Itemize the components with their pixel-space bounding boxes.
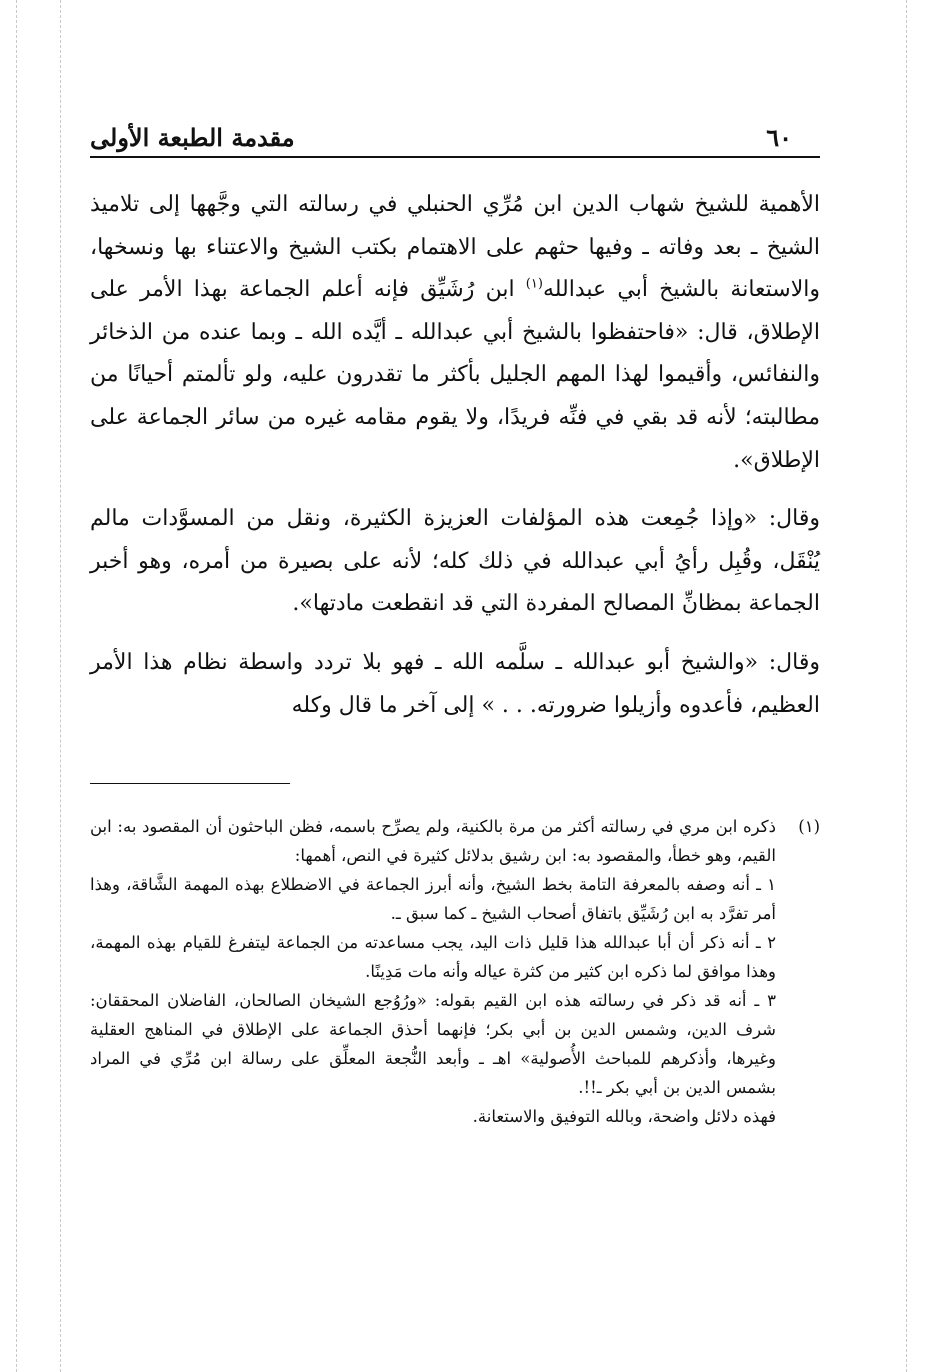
footnote-line: ٣ ـ أنه قد ذكر في رسالته هذه ابن القيم بقوله: «ورُوُجع الشيخان الصالحان، الفاضلان المحققان: شرف الدين، وشمس الدين بن أبي بكر؛ فإنهما أحذق الجماعة على الإطلاق في المناهج العقلية وغيرها، وأذكرهم للمباحث الأُصولية» اهـ ـ وأبعد النُّجعة المعلِّق على رسالة ابن مُرِّي في المراد بشمس الدين بن أبي بكر ـ!!. bbox=[90, 991, 776, 1097]
scan-margin-mark bbox=[906, 0, 907, 1372]
paragraph-text: ابن رُشَيِّق فإنه أعلم الجماعة بهذا الأمر على الإطلاق، قال: «فاحتفظوا بالشيخ أبي عبدالله ـ أيَّده الله ـ وبما عنده من الذخائر والنفائس، وأقيموا لهذا المهم الجليل بأكثر ما تقدرون عليه، ولو تألمتم أحيانًا من مطالبته؛ لأنه قد بقي في فنِّه فريدًا، ولا يقوم مقامه غيره من سائر الجماعة على الإطلاق». bbox=[90, 277, 820, 473]
scan-margin-mark bbox=[60, 0, 61, 1372]
footnotes bbox=[90, 812, 820, 1131]
paragraph: وقال: «وإذا جُمِعت هذه المؤلفات العزيزة الكثيرة، ونقل من المسوَّدات مالم يُنْقَل، وقُبِل رأيُ أبي عبدالله في ذلك كله؛ لأنه على بصيرة من أمره، وهو أخبر الجماعة بمظانِّ المصالح المفردة التي قد انقطعت مادتها». bbox=[90, 506, 820, 617]
footnote-separator bbox=[90, 783, 290, 784]
main-text bbox=[90, 184, 820, 743]
footnote-reference[interactable]: (١) bbox=[525, 276, 543, 292]
paragraph: وقال: «والشيخ أبو عبدالله ـ سلَّمه الله ـ فهو بلا تردد واسطة نظام هذا الأمر العظيم، فأعدوه وأزيلوا ضرورته. . . » إلى آخر ما قال وكله bbox=[90, 649, 820, 718]
footnote-line: فهذه دلائل واضحة، وبالله التوفيق والاستعانة. bbox=[472, 1107, 776, 1126]
footnote-line: ١ ـ أنه وصفه بالمعرفة التامة بخط الشيخ، وأنه أبرز الجماعة في الاضطلاع بهذه المهمة الشَّاقة، وهذا أمر تفرَّد به ابن رُشَيِّق باتفاق أصحاب الشيخ ـ كما سبق ـ. bbox=[90, 875, 776, 923]
scan-margin-mark bbox=[16, 0, 17, 1372]
page-header bbox=[90, 112, 820, 158]
footnote-line: ذكره ابن مري في رسالته أكثر من مرة بالكنية، ولم يصرِّح باسمه، فظن الباحثون أن المقصود به: ابن القيم، وهو خطأ، والمقصود به: ابن رشيق بدلائل كثيرة في النص، أهمها: bbox=[90, 817, 776, 865]
page-number: ٦٠ bbox=[766, 123, 792, 152]
footnote-marker: (١) bbox=[798, 817, 820, 836]
running-title: مقدمة الطبعة الأولى bbox=[90, 123, 295, 152]
footnote-line: ٢ ـ أنه ذكر أن أبا عبدالله هذا قليل ذات اليد، يجب مساعدته من الجماعة ليتفرغ للقيام بهذه المهمة، وهذا موافق لما ذكره ابن كثير من كثرة عياله وأنه مات مَدِينًا. bbox=[90, 933, 776, 981]
footnote-body bbox=[90, 812, 776, 1131]
footnote bbox=[90, 812, 820, 1131]
paragraph-text: الأهمية للشيخ شهاب الدين ابن مُرِّي الحنبلي في رسالته التي وجَّهها إلى تلاميذ الشيخ ـ بعد وفاته ـ وفيها حثهم على الاهتمام بكتب الشيخ والاعتناء بها ونسخها، والاستعانة بالشيخ أبي عبدالله bbox=[90, 192, 820, 303]
paragraph bbox=[90, 184, 820, 482]
book-page bbox=[90, 0, 820, 1372]
